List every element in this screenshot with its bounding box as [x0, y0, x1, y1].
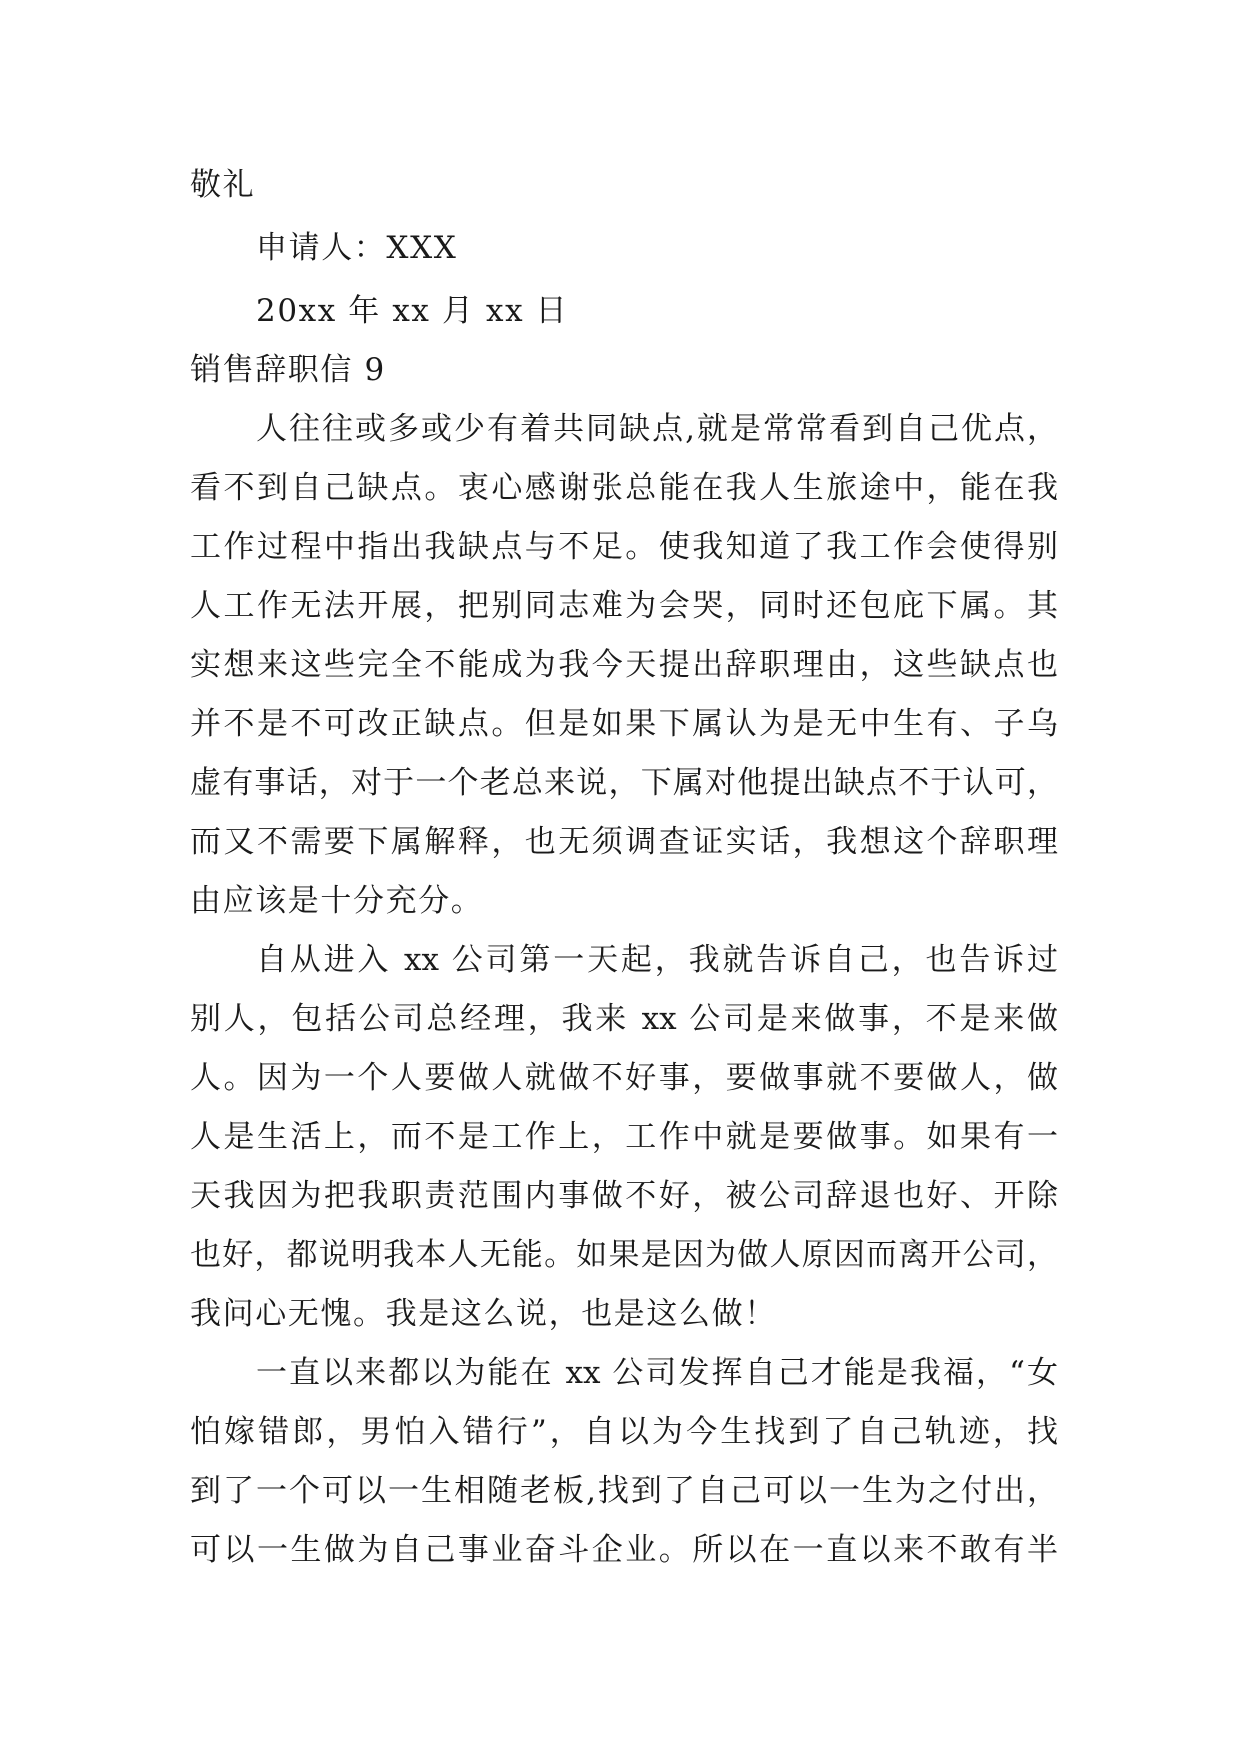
paragraph-line: 别人，包括公司总经理，我来 xx 公司是来做事，不是来做 [190, 1001, 1058, 1037]
paragraph-line: 自从进入 xx 公司第一天起，我就告诉自己，也告诉过 [256, 942, 1058, 978]
paragraph-line: 怕嫁错郎，男怕入错行”，自以为今生找到了自己轨迹，找 [190, 1414, 1058, 1450]
paragraph-line: 一直以来都以为能在 xx 公司发挥自己才能是我福，“女 [256, 1355, 1058, 1391]
paragraph-line: 由应该是十分充分。 [190, 883, 484, 919]
closing-salute: 敬礼 [190, 167, 256, 203]
paragraph-line: 人工作无法开展，把别同志难为会哭，同时还包庇下属。其 [190, 588, 1058, 624]
paragraph-line: 我问心无愧。我是这么说，也是这么做！ [190, 1296, 777, 1332]
paragraph-line: 人是生活上，而不是工作上，工作中就是要做事。如果有一 [190, 1119, 1058, 1155]
date-line: 20xx 年 xx 月 xx 日 [256, 293, 569, 329]
paragraph-line: 人。因为一个人要做人就做不好事，要做事就不要做人，做 [190, 1060, 1058, 1096]
paragraph-line: 工作过程中指出我缺点与不足。使我知道了我工作会使得别 [190, 529, 1058, 565]
paragraph-line: 而又不需要下属解释，也无须调查证实话，我想这个辞职理 [190, 824, 1058, 860]
paragraph-line: 天我因为把我职责范围内事做不好，被公司辞退也好、开除 [190, 1178, 1058, 1214]
paragraph-2 [190, 931, 1058, 1344]
paragraph-line: 也好，都说明我本人无能。如果是因为做人原因而离开公司， [190, 1237, 1058, 1273]
paragraph-line: 并不是不可改正缺点。但是如果下属认为是无中生有、子乌 [190, 706, 1058, 742]
paragraph-line: 人往往或多或少有着共同缺点,就是常常看到自己优点， [256, 411, 1058, 447]
paragraph-1 [190, 400, 1058, 931]
paragraph-line: 可以一生做为自己事业奋斗企业。所以在一直以来不敢有半 [190, 1532, 1058, 1568]
letter-body [190, 156, 1058, 1580]
applicant-line: 申请人：XXX [256, 230, 458, 266]
paragraph-line: 实想来这些完全不能成为我今天提出辞职理由，这些缺点也 [190, 647, 1058, 683]
section-title: 销售辞职信 9 [190, 352, 386, 388]
paragraph-3 [190, 1344, 1058, 1580]
paragraph-line: 看不到自己缺点。衷心感谢张总能在我人生旅途中，能在我 [190, 470, 1058, 506]
paragraph-line: 到了一个可以一生相随老板,找到了自己可以一生为之付出， [190, 1473, 1058, 1509]
paragraph-line: 虚有事话，对于一个老总来说，下属对他提出缺点不于认可， [190, 765, 1058, 801]
